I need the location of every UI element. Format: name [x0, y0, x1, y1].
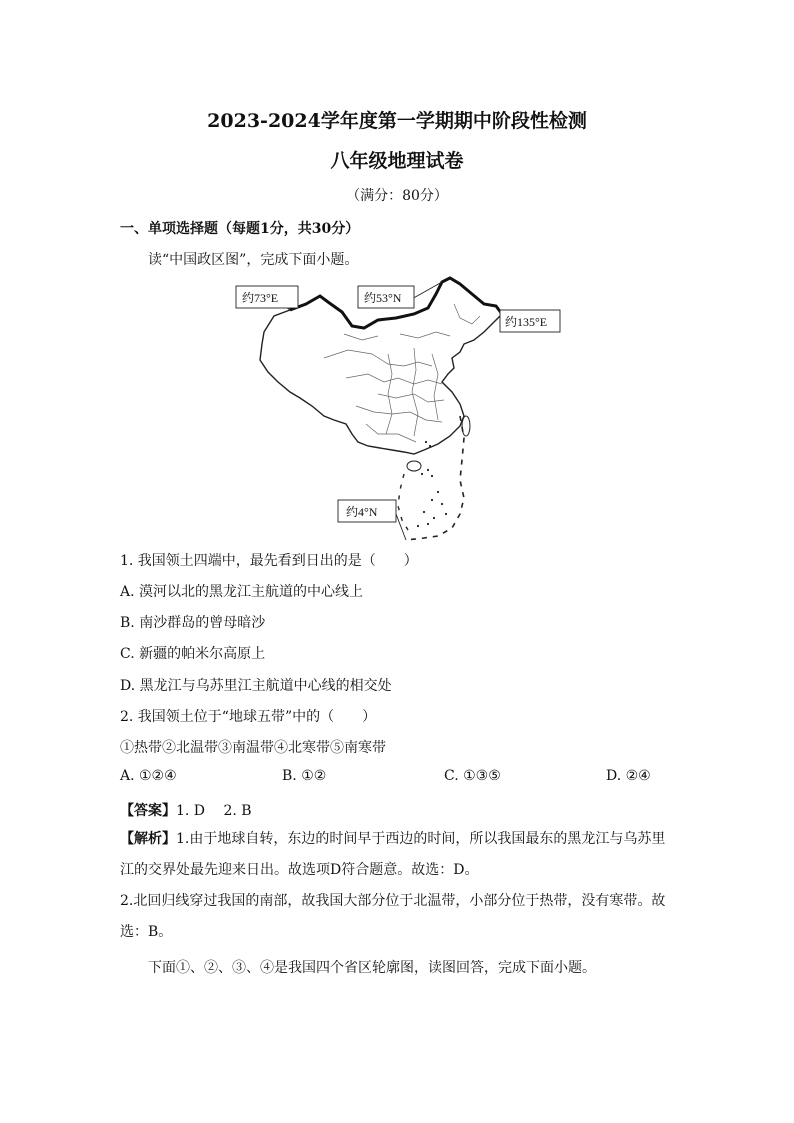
score-note: （满分：80分） [346, 188, 448, 204]
hainan-island [407, 461, 421, 471]
label-west: 约73°E [242, 291, 279, 305]
q2-stem: 2. 我国领土位于“地球五带”中的（ ） [120, 709, 377, 725]
q2-option-a: A. ①②④ [120, 768, 177, 784]
exam-subtitle: 八年级地理试卷 [330, 150, 464, 172]
next-intro: 下面①、②、③、④是我国四个省区轮廓图，读图回答，完成下面小题。 [148, 960, 596, 976]
q1-option-d: D. 黑龙江与乌苏里江主航道中心线的相交处 [120, 678, 392, 694]
label-south: 约4°N [346, 505, 378, 519]
china-map [228, 274, 568, 550]
analysis-text-1: 1.由于地球自转，东边的时间早于西边的时间，所以我国最东的黑龙江与乌苏里江的交界处最先迎来日出。故选项D符合题意。故选：D。 [120, 831, 666, 878]
section-intro: 读“中国政区图”，完成下面小题。 [148, 252, 359, 268]
answer-label: 【答案】 [120, 803, 176, 819]
q2-option-c: C. ①③⑤ [444, 768, 501, 784]
maritime-boundary [406, 416, 464, 540]
label-north: 约53°N [364, 291, 402, 305]
q2-option-b: B. ①② [282, 768, 327, 784]
analysis-label: 【解析】 [120, 831, 176, 847]
answer-text: 1. D 2. B [176, 803, 252, 819]
q1-stem: 1. 我国领土四端中，最先看到日出的是（ ） [120, 553, 418, 569]
q1-option-b: B. 南沙群岛的曾母暗沙 [120, 615, 266, 631]
analysis-paragraph-1 [120, 824, 675, 886]
analysis-paragraph-2: 2.北回归线穿过我国的南部，故我国大部分位于北温带，小部分位于热带，没有寒带。故选：B。 [120, 893, 666, 940]
label-east: 约135°E [505, 315, 548, 329]
q2-option-d: D. ②④ [606, 768, 651, 784]
south-china-sea-islands [417, 441, 447, 527]
q2-zones: ①热带②北温带③南温带④北寒带⑤南寒带 [120, 740, 386, 756]
q1-option-a: A. 漠河以北的黑龙江主航道的中心线上 [120, 584, 364, 600]
exam-title: 2023-2024学年度第一学期期中阶段性检测 [207, 110, 587, 132]
maritime-boundary-west [398, 474, 408, 530]
section-heading: 一、单项选择题（每题1分，共30分） [120, 221, 360, 237]
province-lines [324, 304, 480, 442]
taiwan-island [462, 416, 470, 436]
answer-line [120, 800, 252, 820]
q1-option-c: C. 新疆的帕米尔高原上 [120, 646, 266, 662]
